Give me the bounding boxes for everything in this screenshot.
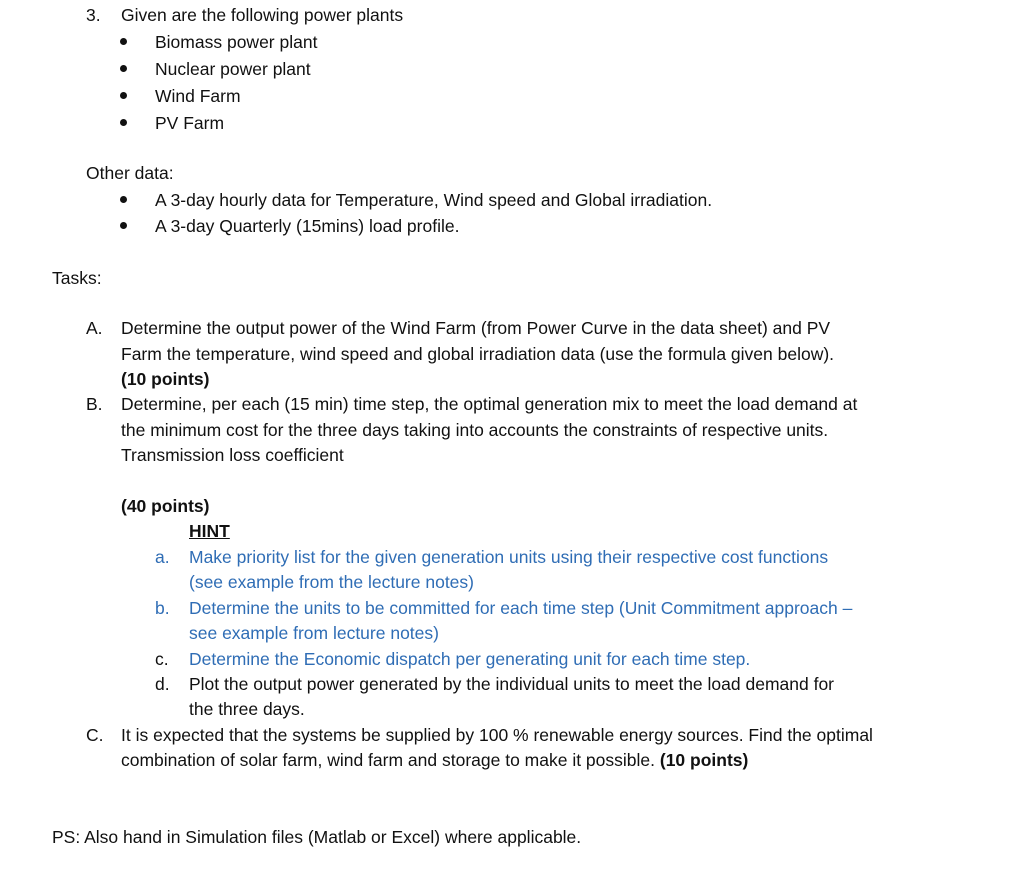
plant-item: Nuclear power plant <box>155 59 311 79</box>
task-a-text: Farm the temperature, wind speed and global irradiation data (use the formula given below). <box>121 344 835 364</box>
subitem-text: (see example from the lecture notes) <box>189 572 474 592</box>
task-a-marker: A. <box>86 318 103 338</box>
task-c-points: (10 points) <box>659 750 749 770</box>
task-a-points: (10 points) <box>121 369 210 389</box>
task-c-marker: C. <box>86 725 104 745</box>
subitem-text: Make priority list for the given generation units using their respective cost functions <box>189 547 829 567</box>
subitem-text: see example from lecture notes) <box>189 623 439 643</box>
other-data-item: A 3-day hourly data for Temperature, Wind speed and Global irradiation. <box>155 190 713 210</box>
tasks-heading: Tasks: <box>52 268 102 288</box>
hint-heading: HINT <box>189 521 230 541</box>
subitem-text: Determine the units to be committed for each time step (Unit Commitment approach – <box>189 598 853 618</box>
bullet-icon <box>120 119 127 126</box>
bullet-icon <box>120 65 127 72</box>
subitem-marker: c. <box>155 649 169 669</box>
task-b-points: (40 points) <box>121 496 210 516</box>
plant-item: PV Farm <box>155 113 225 133</box>
question-heading: Given are the following power plants <box>121 5 404 25</box>
task-c-text: It is expected that the systems be supplied by 100 % renewable energy sources. Find the optimal <box>121 725 873 745</box>
task-b-marker: B. <box>86 394 103 414</box>
subitem-marker: d. <box>155 674 170 694</box>
subitem-marker: a. <box>155 547 170 567</box>
bullet-icon <box>120 38 127 45</box>
task-b-text: Determine, per each (15 min) time step, the optimal generation mix to meet the load demand at <box>121 394 858 414</box>
subitem-text: the three days. <box>189 699 305 719</box>
task-c-text-continued: combination of solar farm, wind farm and storage to make it possible. <box>121 750 660 770</box>
plant-item: Biomass power plant <box>155 32 318 52</box>
task-b-text: Transmission loss coefficient <box>121 445 344 465</box>
plant-item: Wind Farm <box>155 86 241 106</box>
ps-note: PS: Also hand in Simulation files (Matlab or Excel) where applicable. <box>52 827 582 847</box>
other-data-item: A 3-day Quarterly (15mins) load profile. <box>155 216 460 236</box>
bullet-icon <box>120 92 127 99</box>
task-a-text: Determine the output power of the Wind Farm (from Power Curve in the data sheet) and PV <box>121 318 831 338</box>
other-data-heading: Other data: <box>86 163 174 183</box>
bullet-icon <box>120 196 127 203</box>
subitem-text: Plot the output power generated by the individual units to meet the load demand for <box>189 674 835 694</box>
question-number: 3. <box>86 5 101 25</box>
subitem-text: Determine the Economic dispatch per generating unit for each time step. <box>189 649 751 669</box>
bullet-icon <box>120 222 127 229</box>
task-c-text <box>121 749 748 771</box>
subitem-marker: b. <box>155 598 170 618</box>
task-b-text: the minimum cost for the three days taking into accounts the constraints of respective units. <box>121 420 829 440</box>
